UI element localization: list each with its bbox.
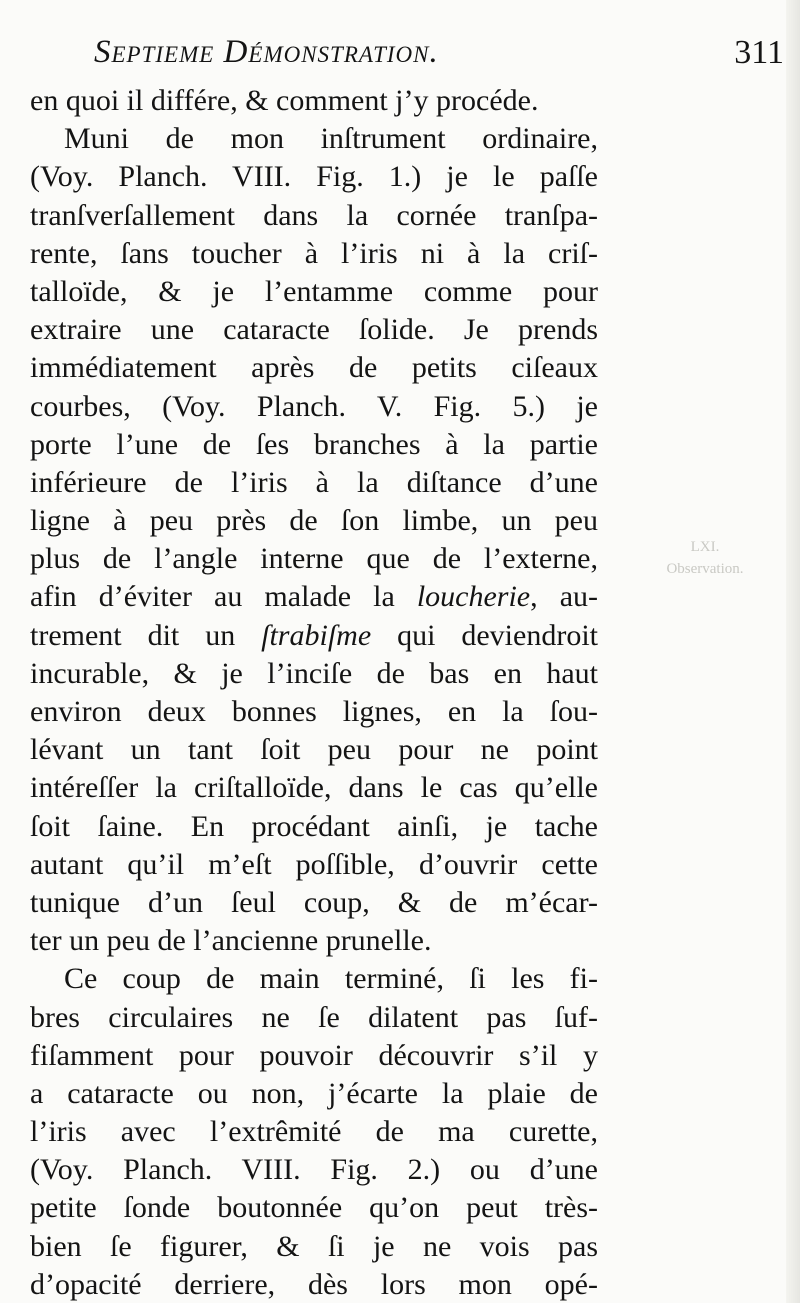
- text-line: ter un peu de l’ancienne prunelle.: [30, 924, 432, 958]
- text-segment: trement dit un: [30, 618, 262, 652]
- italic-term: ſtrabiſme: [261, 618, 372, 652]
- text-line: rente, ſans toucher à l’iris ni à la criſ-: [30, 236, 598, 270]
- page-edge-shadow: [786, 0, 800, 1303]
- text-line: tranſverſallement dans la cornée tranſpa-: [30, 198, 598, 232]
- page-header: [94, 30, 784, 80]
- text-line: bres circulaires ne ſe dilatent pas ſuf-: [30, 1000, 598, 1034]
- text-line: fiſamment pour pouvoir découvrir s’il y: [30, 1038, 598, 1072]
- text-line: environ deux bonnes lignes, en la ſou-: [30, 695, 598, 728]
- text-line: tunique d’un ſeul coup, & de m’écar-: [30, 885, 598, 919]
- text-line: extraire une cataracte ſolide. Je prends: [30, 313, 598, 347]
- text-line: (Voy. Planch. VIII. Fig. 1.) je le paſſe: [30, 160, 598, 194]
- text-line: (Voy. Planch. VIII. Fig. 2.) ou d’une: [30, 1153, 598, 1187]
- text-line: Muni de mon inſtrument ordinaire,: [64, 122, 598, 156]
- text-line: talloïde, & je l’entamme comme pour: [30, 274, 598, 308]
- italic-term: loucherie: [416, 580, 531, 614]
- text-line: en quoi il différe, & comment j’y procéde.: [30, 84, 539, 117]
- text-line: ſoit ſaine. En procédant ainſi, je tache: [30, 809, 598, 843]
- text-line: bien ſe figurer, & ſi je ne vois pas: [30, 1229, 598, 1263]
- text-line: d’opacité derriere, dès lors mon opé-: [30, 1267, 598, 1301]
- text-line: Ce coup de main terminé, ſi les fi-: [64, 962, 598, 996]
- text-line: ligne à peu près de ſon limbe, un peu: [30, 504, 598, 538]
- text-line: lévant un tant ſoit peu pour ne point: [30, 733, 598, 767]
- margin-note-line: Observation.: [666, 561, 744, 577]
- text-line: a cataracte ou non, j’écarte la plaie de: [30, 1076, 598, 1110]
- margin-bleed-through-note: [630, 536, 780, 580]
- text-line: [30, 617, 598, 655]
- text-line: petite ſonde boutonnée qu’on peut très-: [30, 1191, 598, 1225]
- margin-note-line: LXI.: [690, 539, 720, 555]
- text-line: autant qu’il m’eſt poſſible, d’ouvrir cette: [30, 847, 598, 881]
- running-title: Septieme Démonstration.: [94, 34, 439, 70]
- text-segment: , au-: [530, 580, 598, 614]
- text-line: [30, 578, 598, 616]
- text-line: plus de l’angle interne que de l’externe,: [30, 542, 598, 576]
- text-segment: afin d’éviter au malade la: [30, 580, 417, 614]
- text-line: l’iris avec l’extrêmité de ma curette,: [30, 1115, 598, 1149]
- page-number: 311: [734, 34, 784, 71]
- text-segment: qui deviendroit: [371, 618, 598, 652]
- text-line: immédiatement après de petits ciſeaux: [30, 351, 598, 385]
- text-line: incurable, & je l’inciſe de bas en haut: [30, 656, 598, 690]
- text-line: intéreſſer la criſtalloïde, dans le cas qu’elle: [30, 771, 598, 805]
- text-line: inférieure de l’iris à la diſtance d’une: [30, 465, 598, 499]
- body-text: [30, 82, 598, 1303]
- text-line: courbes, (Voy. Planch. V. Fig. 5.) je: [30, 389, 598, 423]
- text-line: porte l’une de ſes branches à la partie: [30, 427, 598, 461]
